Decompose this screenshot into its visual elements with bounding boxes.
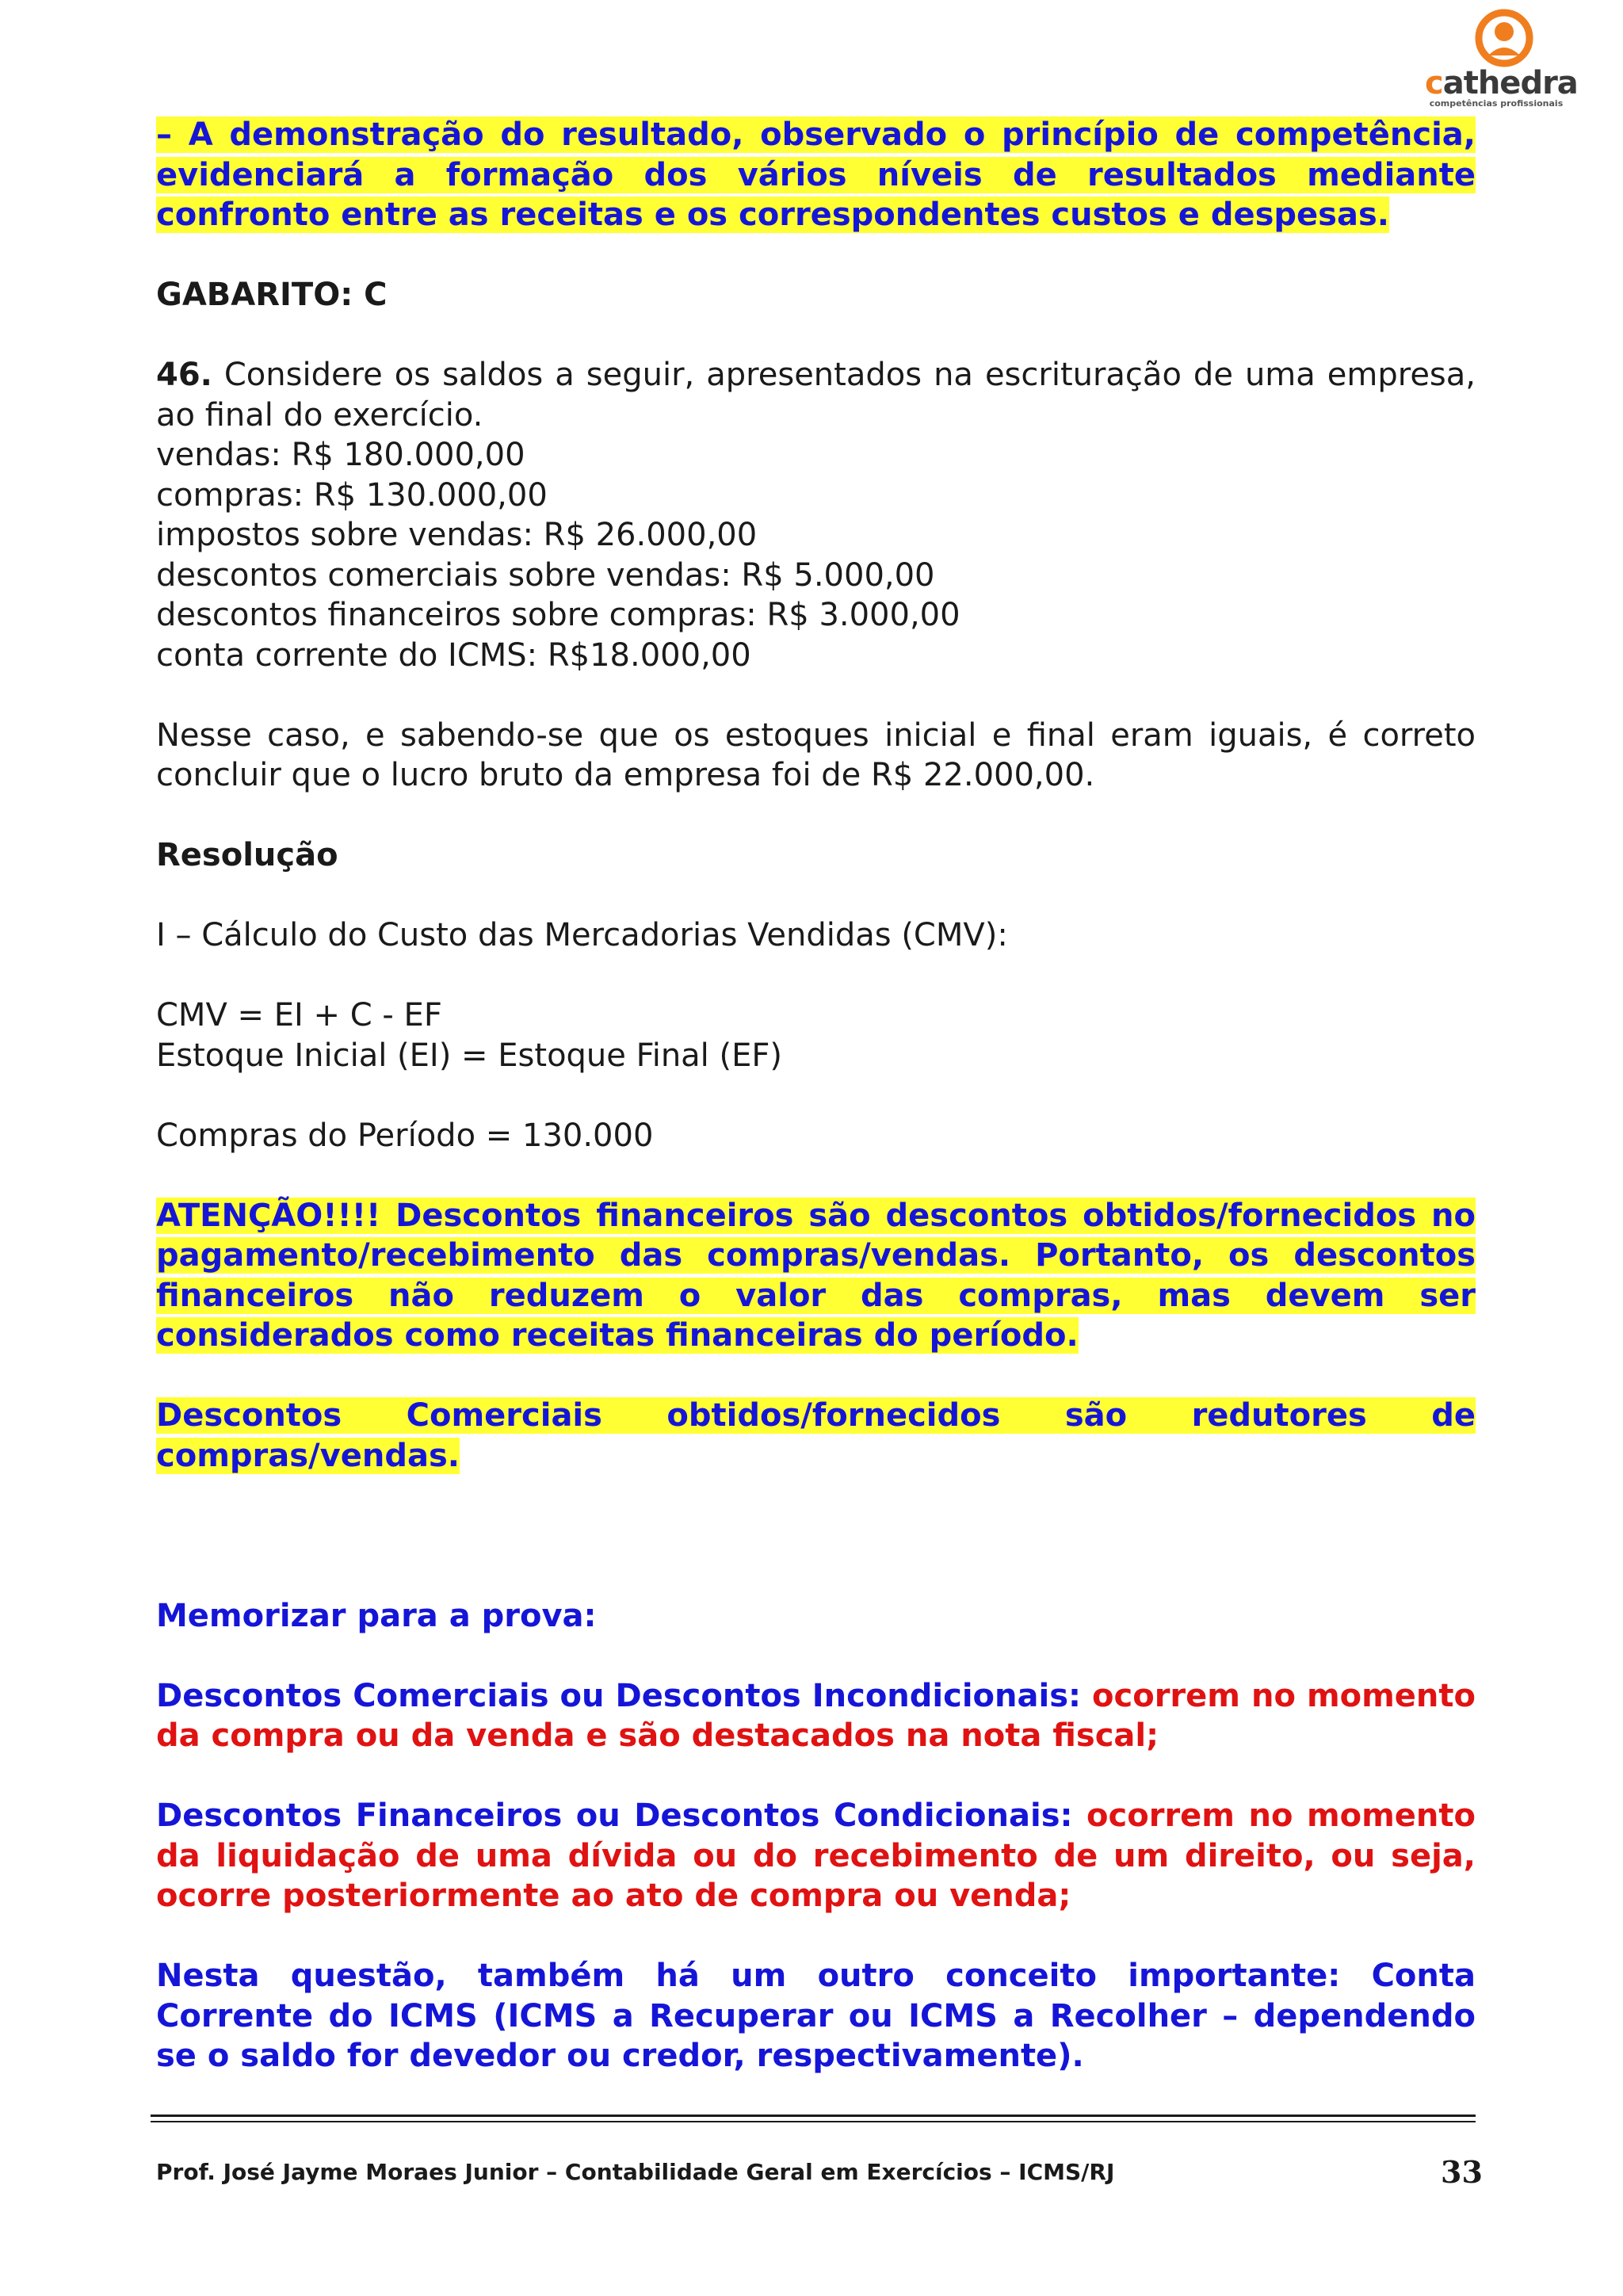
resolution-step1: I – Cálculo do Custo das Mercadorias Vendidas (CMV): (156, 917, 1008, 953)
person-icon (1425, 8, 1568, 71)
footer-author-course: Prof. José Jayme Moraes Junior – Contabilidade Geral em Exercícios – ICMS/RJ (156, 2159, 1115, 2185)
question-text: Considere os saldos a seguir, apresentados na escrituração de uma empresa, ao final do exercício. (156, 357, 1476, 434)
memorize-item-1-text: ocorrem no momento da compra ou da venda e são destacados na nota fiscal; (156, 1677, 1476, 1754)
balance-item: descontos financeiros sobre compras: R$ 3.000,00 (156, 597, 960, 633)
memorize-item-1-label: Descontos Comerciais ou Descontos Incondicionais: (156, 1677, 1082, 1714)
intro-highlight: – A demonstração do resultado, observado o princípio de competência, evidenciará a formação dos vários níveis de resultados mediante confronto entre as receitas e os correspondentes custos e despesas. (156, 117, 1476, 233)
logo-word-rest: athedra (1442, 65, 1578, 101)
balances-list (156, 435, 1476, 675)
page-content (156, 115, 1476, 2116)
memorize-item-1 (156, 1676, 1476, 1756)
formula-block (156, 995, 1476, 1075)
commercial-note-highlight: Descontos Comerciais obtidos/fornecidos são redutores de compras/vendas. (156, 1397, 1476, 1474)
balance-item: descontos comerciais sobre vendas: R$ 5.000,00 (156, 556, 935, 594)
attention-paragraph (156, 1196, 1476, 1356)
formula-cmv: CMV = EI + C - EF (156, 997, 442, 1033)
logo-c: c (1425, 65, 1443, 101)
balance-item: compras: R$ 130.000,00 (156, 476, 548, 514)
memorize-item-2-label: Descontos Financeiros ou Descontos Condicionais: (156, 1797, 1073, 1834)
balance-item: conta corrente do ICMS: R$18.000,00 (156, 636, 751, 674)
page-number: 33 (1441, 2154, 1483, 2190)
answer-key: GABARITO: C (156, 277, 388, 313)
purchases-line: Compras do Período = 130.000 (156, 1117, 654, 1154)
footer-divider-bottom (151, 2121, 1476, 2122)
logo-tagline: competências profissionais (1429, 98, 1564, 109)
memorize-item-2-text: ocorrem no momento da liquidação de uma dívida ou do recebimento de um direito, ou seja, ocorre posteriormente ao ato de compra ou venda; (156, 1797, 1476, 1914)
formula-stock: Estoque Inicial (EI) = Estoque Final (EF) (156, 1037, 782, 1074)
logo-wordmark (1425, 65, 1578, 101)
resolution-heading: Resolução (156, 837, 338, 873)
attention-highlight: ATENÇÃO!!!! Descontos financeiros são descontos obtidos/fornecidos no pagamento/recebimento das compras/vendas. Portanto, os descontos financeiros não reduzem o valor das compras, mas devem ser considerados como receitas financeiras do período. (156, 1197, 1476, 1354)
memorize-heading: Memorizar para a prova: (156, 1597, 597, 1634)
question-statement (156, 355, 1476, 435)
commercial-note-paragraph (156, 1396, 1476, 1476)
memorize-item-3: Nesta questão, também há um outro conceito importante: Conta Corrente do ICMS (ICMS a Recuperar ou ICMS a Recolher – dependendo se o saldo for devedor ou credor, respectivamente). (156, 1958, 1476, 2074)
question-number: 46. (156, 357, 212, 393)
intro-paragraph (156, 115, 1476, 235)
cathedra-logo (1425, 8, 1578, 109)
balance-item: vendas: R$ 180.000,00 (156, 437, 525, 473)
spacer (156, 1516, 1476, 1596)
question-conclusion: Nesse caso, e sabendo-se que os estoques inicial e final eram iguais, é correto concluir que o lucro bruto da empresa foi de R$ 22.000,00. (156, 716, 1476, 793)
memorize-item-2 (156, 1796, 1476, 1916)
balance-item: impostos sobre vendas: R$ 26.000,00 (156, 517, 758, 553)
footer-divider-top (151, 2115, 1476, 2117)
